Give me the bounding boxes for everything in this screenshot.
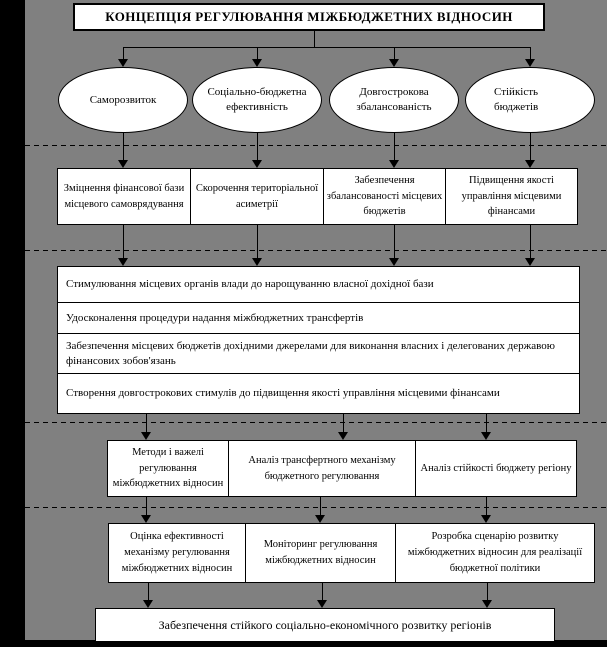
down-arrowhead-icon (118, 258, 128, 266)
analysis-box-1 (107, 440, 229, 497)
dashed-separator-1 (25, 145, 607, 146)
connector-line (257, 225, 258, 258)
outcome-box (95, 608, 555, 642)
connector-line (394, 47, 395, 59)
down-arrowhead-icon (141, 515, 151, 523)
goal-ellipse-4 (465, 67, 595, 133)
down-arrowhead-icon (317, 600, 327, 608)
connector-line (320, 497, 321, 515)
analysis-label-2: Аналіз трансфертного механізму бюджетного регулювання (248, 454, 396, 482)
diagram-title-label: КОНЦЕПЦІЯ РЕГУЛЮВАННЯ МІЖБЮДЖЕТНИХ ВІДНОСИН (105, 9, 513, 24)
connector-line (530, 47, 531, 59)
down-arrowhead-icon (389, 258, 399, 266)
dashed-separator-3 (25, 422, 607, 423)
down-arrowhead-icon (315, 515, 325, 523)
down-arrowhead-icon (525, 258, 535, 266)
down-arrowhead-icon (525, 160, 535, 168)
objective-box-2 (190, 168, 324, 225)
connector-line (123, 225, 124, 258)
analysis-label-1: Методи і важелі регулювання міжбюджетних відносин (112, 446, 224, 490)
connector-line (530, 133, 531, 160)
implementation-box-2 (245, 523, 396, 583)
objective-label-3: Забезпечення збалансованості місцевих бюджетів (326, 174, 443, 218)
objective-label-2: Скорочення територіальної асиметрії (195, 182, 319, 210)
connector-line (123, 133, 124, 160)
down-arrowhead-icon (525, 59, 535, 67)
goal-label-1: Саморозвиток (89, 93, 157, 106)
down-arrowhead-icon (252, 258, 262, 266)
down-arrowhead-icon (252, 160, 262, 168)
diagram-title (73, 3, 545, 31)
task-label-4: Створення довгострокових стимулів до підвищення якості управління місцевими фінансами (66, 387, 500, 400)
analysis-label-3: Аналіз стійкості бюджету регіону (420, 462, 572, 474)
connector-line (314, 31, 315, 47)
task-row-3 (58, 333, 579, 373)
down-arrowhead-icon (481, 432, 491, 440)
dashed-separator-4 (25, 507, 607, 508)
connector-line (486, 414, 487, 432)
down-arrowhead-icon (482, 600, 492, 608)
task-row-4 (58, 373, 579, 413)
goal-label-2: Соціально-бюджетна ефективність (207, 86, 307, 113)
down-arrowhead-icon (252, 59, 262, 67)
connector-line (123, 47, 124, 59)
down-arrowhead-icon (141, 432, 151, 440)
connector-line (394, 225, 395, 258)
outcome-label: Забезпечення стійкого соціально-економічного розвитку регіонів (158, 617, 492, 632)
task-label-1: Стимулювання місцевих органів влади до нарощуванню власної дохідної бази (66, 278, 434, 291)
left-frame-bar (0, 0, 25, 640)
implementation-box-3 (395, 523, 595, 583)
objective-label-4: Підвищення якості управління місцевими фінансами (461, 174, 562, 218)
connector-line (146, 414, 147, 432)
dashed-separator-2 (25, 250, 607, 251)
goal-ellipse-2 (192, 67, 322, 133)
down-arrowhead-icon (118, 160, 128, 168)
analysis-box-2 (228, 440, 416, 497)
implementation-label-3: Розробка сценарію розвитку міжбюджетних відносин для реалізації бюджетної політики (407, 531, 583, 574)
down-arrowhead-icon (143, 600, 153, 608)
objective-box-4 (445, 168, 578, 225)
implementation-label-2: Моніторинг регулювання міжбюджетних відносин (263, 539, 378, 566)
connector-line (343, 414, 344, 432)
task-row-2 (58, 302, 579, 333)
analysis-box-3 (415, 440, 577, 497)
goal-ellipse-1 (58, 67, 188, 133)
goal-label-4: Стійкість бюджетів (494, 86, 539, 113)
down-arrowhead-icon (481, 515, 491, 523)
connector-line (487, 583, 488, 600)
connector-line (257, 47, 258, 59)
connector-line (322, 583, 323, 600)
down-arrowhead-icon (389, 160, 399, 168)
connector-line (148, 583, 149, 600)
goal-label-3: Довгострокова збалансованість (356, 86, 432, 113)
connector-line (530, 225, 531, 258)
objective-box-3 (323, 168, 446, 225)
objective-box-1 (57, 168, 191, 225)
connector-line (486, 497, 487, 515)
down-arrowhead-icon (338, 432, 348, 440)
down-arrowhead-icon (389, 59, 399, 67)
connector-line (394, 133, 395, 160)
goal-ellipse-3 (329, 67, 459, 133)
task-row-1 (58, 267, 579, 302)
connector-line (123, 47, 531, 48)
connector-line (146, 497, 147, 515)
task-label-3: Забезпечення місцевих бюджетів дохідними джерелами для виконання власних і делегованих державою фінансових зобов'язань (66, 340, 555, 367)
tasks-box (57, 266, 580, 414)
implementation-box-1 (108, 523, 246, 583)
implementation-label-1: Оцінка ефективності механізму регулювання міжбюджетних відносин (121, 531, 233, 574)
down-arrowhead-icon (118, 59, 128, 67)
task-label-2: Удосконалення процедури надання міжбюджетних трансфертів (66, 311, 364, 324)
connector-line (257, 133, 258, 160)
objective-label-1: Зміцнення фінансової бази місцевого самоврядування (63, 182, 185, 210)
